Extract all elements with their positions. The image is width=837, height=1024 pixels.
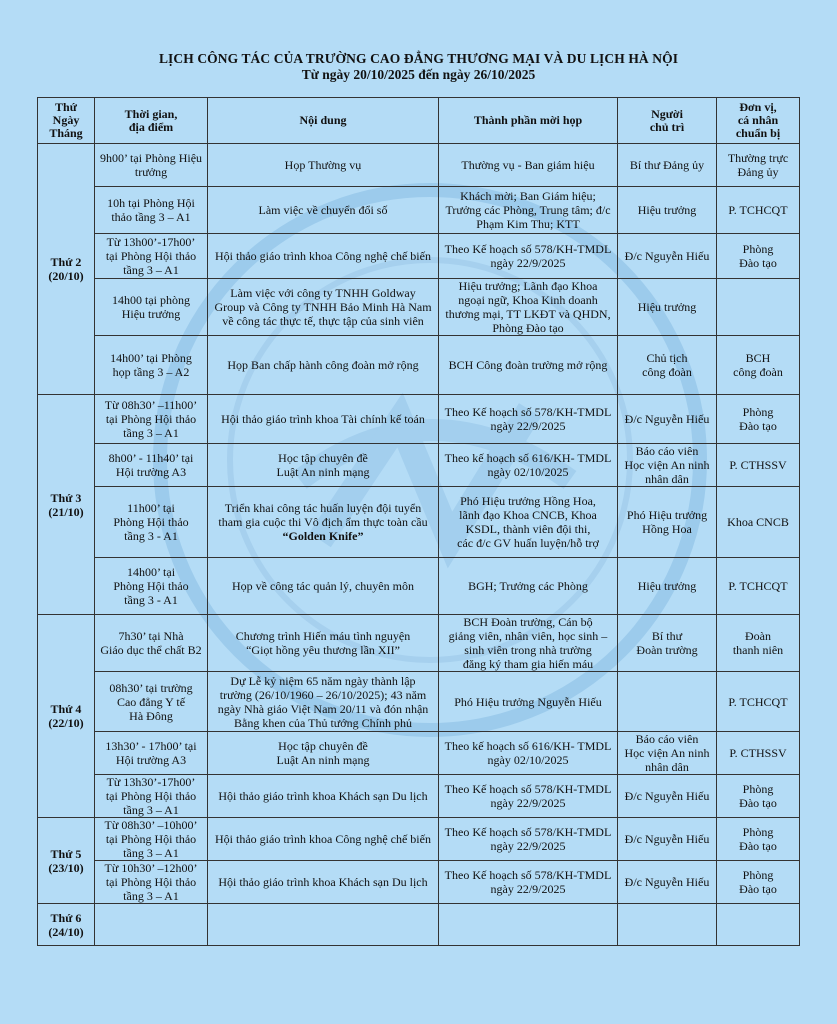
content-line: tham gia cuộc thi Vô địch ẩm thực toàn cầu bbox=[218, 515, 428, 529]
members-line: ngày 02/10/2025 bbox=[487, 753, 569, 767]
members-line: các đ/c GV huấn luyện/hỗ trợ bbox=[457, 536, 599, 550]
host-cell bbox=[618, 904, 717, 946]
members-line: ngoại ngữ, Khoa Kinh doanh bbox=[458, 293, 598, 307]
content-line: ngày Nhà giáo Việt Nam 20/11 và đón nhận bbox=[217, 701, 429, 716]
time-line: Phòng Hội thảo bbox=[113, 579, 189, 593]
header-line: địa điểm bbox=[128, 119, 174, 134]
unit-cell bbox=[717, 144, 800, 187]
host-line: Đ/c Nguyễn Hiếu bbox=[624, 249, 710, 263]
header-line: Thứ bbox=[55, 100, 77, 114]
host-line: Bí thư Đảng ủy bbox=[629, 158, 705, 172]
host-line: nhân dân bbox=[645, 760, 689, 774]
unit-line: P. TCHCQT bbox=[728, 203, 788, 217]
unit-cell bbox=[717, 558, 800, 615]
col-header-host bbox=[618, 98, 717, 144]
time-cell bbox=[95, 558, 208, 615]
time-line: Từ 08h30’ –11h00’ bbox=[104, 398, 198, 412]
content-line: Làm việc với công ty TNHH Goldway bbox=[230, 286, 416, 300]
header-line: Thời gian, bbox=[124, 106, 178, 121]
members-line: Khách mời; Ban Giám hiệu; bbox=[460, 189, 596, 203]
content-line: Học tập chuyên đề bbox=[278, 451, 368, 465]
header-line: Ngày bbox=[52, 113, 80, 127]
content-cell bbox=[208, 487, 439, 558]
content-line: về công tác thực tế, thực tập của sinh viên bbox=[222, 314, 424, 328]
col-header-unit bbox=[717, 98, 800, 144]
unit-line: Đoàn bbox=[745, 629, 771, 643]
header-line: Tháng bbox=[49, 126, 83, 140]
time-line: tầng 3 – A1 bbox=[123, 263, 179, 277]
time-cell bbox=[95, 732, 208, 775]
host-cell bbox=[618, 487, 717, 558]
header-line: cá nhân bbox=[737, 113, 779, 127]
day-date: (21/10) bbox=[48, 504, 84, 519]
document-subtitle: Từ ngày 20/10/2025 đến ngày 26/10/2025 bbox=[301, 67, 536, 82]
host-line: Đoàn trường bbox=[636, 643, 698, 657]
time-line: Từ 08h30’ –10h00’ bbox=[104, 818, 198, 832]
table-row bbox=[38, 672, 800, 732]
unit-line: Đảng ủy bbox=[737, 165, 779, 179]
host-cell bbox=[618, 775, 717, 818]
unit-cell bbox=[717, 395, 800, 444]
day-date: (23/10) bbox=[48, 860, 84, 875]
day-name: Thứ 5 bbox=[50, 846, 82, 861]
content-line: Luật An ninh mạng bbox=[276, 753, 370, 767]
table-row bbox=[38, 234, 800, 279]
table-row bbox=[38, 732, 800, 775]
unit-cell bbox=[717, 861, 800, 904]
time-line: 7h30’ tại Nhà bbox=[118, 629, 184, 643]
members-line: Theo Kế hoạch số 578/KH-TMDL bbox=[444, 825, 612, 839]
host-cell bbox=[618, 187, 717, 234]
unit-line: P. TCHCQT bbox=[728, 579, 788, 593]
host-cell bbox=[618, 144, 717, 187]
time-line: Hội trường A3 bbox=[115, 465, 187, 479]
table-row bbox=[38, 187, 800, 234]
content-cell bbox=[208, 615, 439, 672]
content-line: Hội thảo giáo trình khoa Khách sạn Du lịch bbox=[218, 875, 428, 889]
content-cell bbox=[208, 279, 439, 336]
content-cell bbox=[208, 144, 439, 187]
members-cell bbox=[439, 144, 618, 187]
document-heading bbox=[0, 0, 837, 83]
unit-line: Khoa CNCB bbox=[727, 515, 789, 529]
content-cell bbox=[208, 558, 439, 615]
day-date: (22/10) bbox=[48, 716, 84, 730]
header-line: chuẩn bị bbox=[735, 126, 781, 140]
time-cell bbox=[95, 861, 208, 904]
table-header-row bbox=[38, 98, 800, 144]
unit-cell bbox=[717, 336, 800, 395]
members-line: Phạm Kim Thu; KTT bbox=[476, 217, 580, 231]
unit-line: Phòng bbox=[742, 405, 774, 419]
unit-line: Thường trực bbox=[727, 151, 789, 165]
content-line: Làm việc về chuyển đổi số bbox=[258, 203, 388, 217]
members-line: Phó Hiệu trưởng Hồng Hoa, bbox=[460, 494, 596, 508]
unit-line: Phòng bbox=[742, 825, 774, 839]
day-name: Thứ 2 bbox=[50, 255, 82, 269]
time-line: tầng 3 - A1 bbox=[124, 529, 178, 543]
day-name: Thứ 3 bbox=[50, 490, 82, 505]
members-cell bbox=[439, 234, 618, 279]
table-row bbox=[38, 615, 800, 672]
content-line: Luật An ninh mạng bbox=[276, 465, 370, 479]
host-line: Học viện An ninh bbox=[624, 746, 710, 760]
table-row bbox=[38, 775, 800, 818]
time-line: tại Phòng Hội thảo bbox=[105, 412, 197, 426]
members-line: ngày 22/9/2025 bbox=[490, 882, 566, 896]
col-header-time bbox=[95, 98, 208, 144]
time-cell bbox=[95, 615, 208, 672]
unit-line: Đào tạo bbox=[739, 882, 777, 896]
time-cell bbox=[95, 187, 208, 234]
table-row bbox=[38, 904, 800, 946]
time-line: Phòng Hội thảo bbox=[113, 515, 189, 529]
time-line: Từ 10h30’ –12h00’ bbox=[104, 861, 198, 875]
content-cell bbox=[208, 234, 439, 279]
host-cell bbox=[618, 558, 717, 615]
unit-line: P. CTHSSV bbox=[729, 458, 787, 472]
unit-cell bbox=[717, 487, 800, 558]
content-cell bbox=[208, 904, 439, 946]
host-cell bbox=[618, 732, 717, 775]
day-date: (24/10) bbox=[48, 924, 84, 939]
content-line: Họp Ban chấp hành công đoàn mở rộng bbox=[227, 358, 419, 372]
members-line: sinh viên trong nhà trường bbox=[464, 643, 592, 657]
unit-cell bbox=[717, 234, 800, 279]
members-line: BCH Công đoàn trường mở rộng bbox=[448, 358, 608, 372]
content-line: Hội thảo giáo trình khoa Công nghệ chế biến bbox=[215, 249, 431, 263]
host-cell bbox=[618, 861, 717, 904]
members-line: Phó Hiệu trưởng Nguyễn Hiếu bbox=[454, 694, 602, 709]
content-line: Bằng khen của Thủ tướng Chính phủ bbox=[234, 715, 412, 730]
unit-cell bbox=[717, 818, 800, 861]
content-cell bbox=[208, 336, 439, 395]
members-line: Theo Kế hoạch số 578/KH-TMDL bbox=[444, 242, 612, 256]
members-line: Thường vụ - Ban giám hiệu bbox=[461, 158, 595, 172]
host-cell bbox=[618, 444, 717, 487]
time-line: 9h00’ tại Phòng Hiệu bbox=[99, 151, 203, 165]
host-line: Báo cáo viên bbox=[635, 444, 699, 458]
time-line: Hiệu trưởng bbox=[121, 307, 181, 321]
col-header-content: Nội dung bbox=[208, 98, 439, 144]
members-line: đăng ký tham gia hiến máu bbox=[462, 657, 594, 671]
members-cell bbox=[439, 279, 618, 336]
time-line: Từ 13h00’-17h00’ bbox=[106, 235, 196, 249]
content-cell bbox=[208, 187, 439, 234]
members-cell bbox=[439, 336, 618, 395]
table-row bbox=[38, 144, 800, 187]
members-line: BGH; Trưởng các Phòng bbox=[468, 579, 588, 593]
day-cell bbox=[38, 904, 95, 946]
members-cell bbox=[439, 904, 618, 946]
content-line: Họp về công tác quản lý, chuyên môn bbox=[232, 579, 414, 593]
day-date: (20/10) bbox=[48, 269, 84, 283]
members-line: Theo Kế hoạch số 578/KH-TMDL bbox=[444, 782, 612, 796]
content-line: “Giọt hồng yêu thương lần XII” bbox=[246, 643, 400, 657]
time-cell bbox=[95, 775, 208, 818]
unit-line: Phòng bbox=[742, 782, 774, 796]
unit-line: Phòng bbox=[742, 242, 774, 256]
col-header-members: Thành phần mời họp bbox=[439, 98, 618, 144]
host-line: Hiệu trưởng bbox=[637, 579, 697, 593]
unit-line: BCH bbox=[745, 351, 771, 365]
table-row bbox=[38, 395, 800, 444]
day-cell bbox=[38, 144, 95, 395]
time-line: 8h00’ - 11h40’ tại bbox=[108, 451, 194, 465]
content-cell bbox=[208, 395, 439, 444]
host-line: Hồng Hoa bbox=[642, 522, 692, 536]
members-line: lãnh đạo Khoa CNCB, Khoa bbox=[459, 508, 597, 522]
time-line: tại Phòng Hội thảo bbox=[105, 832, 197, 846]
members-line: Theo Kế hoạch số 578/KH-TMDL bbox=[444, 868, 612, 882]
members-line: KSDL, thành viên đội thi, bbox=[465, 522, 591, 536]
time-line: Giáo dục thể chất B2 bbox=[100, 643, 202, 657]
time-cell bbox=[95, 279, 208, 336]
document-title: LỊCH CÔNG TÁC CỦA TRƯỜNG CAO ĐẲNG THƯƠNG MẠI VÀ DU LỊCH HÀ NỘI bbox=[158, 51, 679, 66]
time-line: 10h tại Phòng Hội bbox=[107, 196, 195, 210]
unit-cell bbox=[717, 775, 800, 818]
time-cell bbox=[95, 144, 208, 187]
content-cell bbox=[208, 732, 439, 775]
time-line: Hà Đông bbox=[129, 708, 173, 723]
members-line: Theo kế hoạch số 616/KH- TMDL bbox=[444, 451, 612, 465]
content-bold-line: “Golden Knife” bbox=[282, 529, 364, 543]
members-cell bbox=[439, 558, 618, 615]
time-line: họp tầng 3 – A2 bbox=[112, 365, 190, 379]
host-line: Báo cáo viên bbox=[635, 732, 699, 746]
host-cell bbox=[618, 234, 717, 279]
time-line: Cao đẳng Y tế bbox=[116, 694, 186, 709]
content-line: Hội thảo giáo trình khoa Khách sạn Du lịch bbox=[218, 789, 428, 803]
members-line: ngày 22/9/2025 bbox=[490, 839, 566, 853]
unit-line: P. CTHSSV bbox=[729, 746, 787, 760]
time-line: 13h30’ - 17h00’ tại bbox=[105, 739, 197, 753]
day-cell bbox=[38, 615, 95, 818]
members-line: ngày 02/10/2025 bbox=[487, 465, 569, 479]
header-line: Người bbox=[651, 106, 683, 121]
members-cell bbox=[439, 444, 618, 487]
content-line: Học tập chuyên đề bbox=[278, 739, 368, 753]
content-line: Họp Thường vụ bbox=[284, 158, 362, 172]
time-cell bbox=[95, 487, 208, 558]
host-cell bbox=[618, 336, 717, 395]
unit-cell bbox=[717, 187, 800, 234]
members-line: Trưởng các Phòng, Trung tâm; đ/c bbox=[445, 203, 611, 217]
content-line: Hội thảo giáo trình khoa Công nghệ chế biến bbox=[215, 832, 431, 846]
host-line: nhân dân bbox=[645, 472, 689, 486]
table-row bbox=[38, 818, 800, 861]
host-cell bbox=[618, 395, 717, 444]
unit-cell bbox=[717, 732, 800, 775]
members-line: Hiệu trưởng; Lãnh đạo Khoa bbox=[458, 279, 598, 293]
host-line: công đoàn bbox=[642, 365, 692, 379]
table-row bbox=[38, 336, 800, 395]
members-cell bbox=[439, 615, 618, 672]
content-cell bbox=[208, 775, 439, 818]
members-cell bbox=[439, 732, 618, 775]
members-line: ngày 22/9/2025 bbox=[490, 796, 566, 810]
unit-cell bbox=[717, 279, 800, 336]
time-line: 14h00 tại phòng bbox=[112, 293, 190, 307]
time-line: 14h00’ tại Phòng bbox=[110, 351, 192, 365]
time-line: 14h00’ tại bbox=[126, 565, 176, 579]
host-cell bbox=[618, 818, 717, 861]
time-cell bbox=[95, 395, 208, 444]
host-line: Bí thư bbox=[651, 629, 683, 643]
unit-line: Đào tạo bbox=[739, 839, 777, 853]
members-cell bbox=[439, 672, 618, 732]
members-cell bbox=[439, 187, 618, 234]
content-line: Chương trình Hiến máu tình nguyện bbox=[235, 629, 411, 643]
content-cell bbox=[208, 818, 439, 861]
time-line: tầng 3 – A1 bbox=[123, 889, 179, 903]
day-name: Thứ 4 bbox=[50, 702, 82, 716]
unit-line: Đào tạo bbox=[739, 256, 777, 270]
time-line: tầng 3 - A1 bbox=[124, 593, 178, 607]
unit-cell bbox=[717, 615, 800, 672]
host-line: Hiệu trưởng bbox=[637, 300, 697, 314]
time-cell bbox=[95, 672, 208, 732]
unit-line: thanh niên bbox=[732, 643, 784, 657]
host-line: Đ/c Nguyễn Hiếu bbox=[624, 789, 710, 803]
time-line: thảo tầng 3 – A1 bbox=[111, 210, 191, 224]
table-row bbox=[38, 279, 800, 336]
day-name: Thứ 6 bbox=[50, 910, 82, 925]
header-line: chủ trì bbox=[649, 119, 685, 134]
unit-line: Phòng bbox=[742, 868, 774, 882]
time-line: Từ 13h30’-17h00’ bbox=[106, 775, 196, 789]
members-line: ngày 22/9/2025 bbox=[490, 256, 566, 270]
header-line: Đơn vị, bbox=[739, 100, 777, 114]
time-line: tầng 3 – A1 bbox=[123, 846, 179, 860]
time-line: 08h30’ tại trường bbox=[109, 680, 193, 695]
unit-line: Đào tạo bbox=[739, 419, 777, 433]
time-line: 11h00’ tại bbox=[127, 501, 175, 515]
unit-cell bbox=[717, 444, 800, 487]
time-cell bbox=[95, 818, 208, 861]
members-line: thương mại, TT LKĐT và QHDN, bbox=[445, 307, 611, 321]
unit-cell bbox=[717, 672, 800, 732]
content-line: Group và Công ty TNHH Bảo Minh Hà Nam bbox=[214, 300, 432, 314]
members-cell bbox=[439, 487, 618, 558]
table-row bbox=[38, 558, 800, 615]
unit-line: P. TCHCQT bbox=[728, 694, 788, 709]
time-line: tại Phòng Hội thảo bbox=[105, 789, 197, 803]
members-line: BCH Đoàn trường, Cán bộ bbox=[463, 615, 593, 629]
time-cell bbox=[95, 444, 208, 487]
members-line: Theo kế hoạch số 616/KH- TMDL bbox=[444, 739, 612, 753]
time-line: tại Phòng Hội thảo bbox=[105, 249, 197, 263]
time-line: tầng 3 – A1 bbox=[123, 426, 179, 440]
unit-line: công đoàn bbox=[733, 365, 783, 379]
schedule-table bbox=[37, 97, 800, 946]
host-line: Chủ tịch bbox=[646, 351, 688, 365]
day-cell bbox=[38, 395, 95, 615]
members-line: Phòng Đào tạo bbox=[492, 321, 564, 335]
time-line: Hội trường A3 bbox=[115, 753, 187, 767]
members-cell bbox=[439, 818, 618, 861]
host-line: Đ/c Nguyễn Hiếu bbox=[624, 875, 710, 889]
host-line: Đ/c Nguyễn Hiếu bbox=[624, 412, 710, 426]
time-cell bbox=[95, 336, 208, 395]
day-cell bbox=[38, 818, 95, 904]
time-cell bbox=[95, 234, 208, 279]
col-header-day bbox=[38, 98, 95, 144]
host-line: Phó Hiệu trưởng bbox=[626, 508, 708, 522]
table-row bbox=[38, 444, 800, 487]
members-cell bbox=[439, 395, 618, 444]
host-cell bbox=[618, 615, 717, 672]
time-line: tại Phòng Hội thảo bbox=[105, 875, 197, 889]
unit-cell bbox=[717, 904, 800, 946]
members-line: ngày 22/9/2025 bbox=[490, 419, 566, 433]
members-cell bbox=[439, 861, 618, 904]
unit-line: Đào tạo bbox=[739, 796, 777, 810]
content-line: Hội thảo giáo trình khoa Tài chính kế toán bbox=[221, 412, 425, 426]
content-line: Dự Lễ kỷ niệm 65 năm ngày thành lập bbox=[230, 673, 416, 688]
host-line: Học viện An ninh bbox=[624, 458, 710, 472]
table-row bbox=[38, 487, 800, 558]
host-line: Đ/c Nguyễn Hiếu bbox=[624, 832, 710, 846]
time-line: tầng 3 – A1 bbox=[123, 803, 179, 817]
host-line: Hiệu trưởng bbox=[637, 203, 697, 217]
content-line: Triển khai công tác huấn luyện đội tuyển bbox=[224, 501, 422, 515]
content-cell bbox=[208, 861, 439, 904]
members-line: Theo Kế hoạch số 578/KH-TMDL bbox=[444, 405, 612, 419]
members-cell bbox=[439, 775, 618, 818]
members-line: giảng viên, nhân viên, học sinh – bbox=[448, 629, 608, 643]
content-cell bbox=[208, 444, 439, 487]
time-cell bbox=[95, 904, 208, 946]
host-cell bbox=[618, 672, 717, 732]
content-line: trường (26/10/1960 – 26/10/2025); 43 năm bbox=[219, 687, 427, 702]
table-row bbox=[38, 861, 800, 904]
host-cell bbox=[618, 279, 717, 336]
time-line: trưởng bbox=[134, 165, 168, 179]
content-cell bbox=[208, 672, 439, 732]
